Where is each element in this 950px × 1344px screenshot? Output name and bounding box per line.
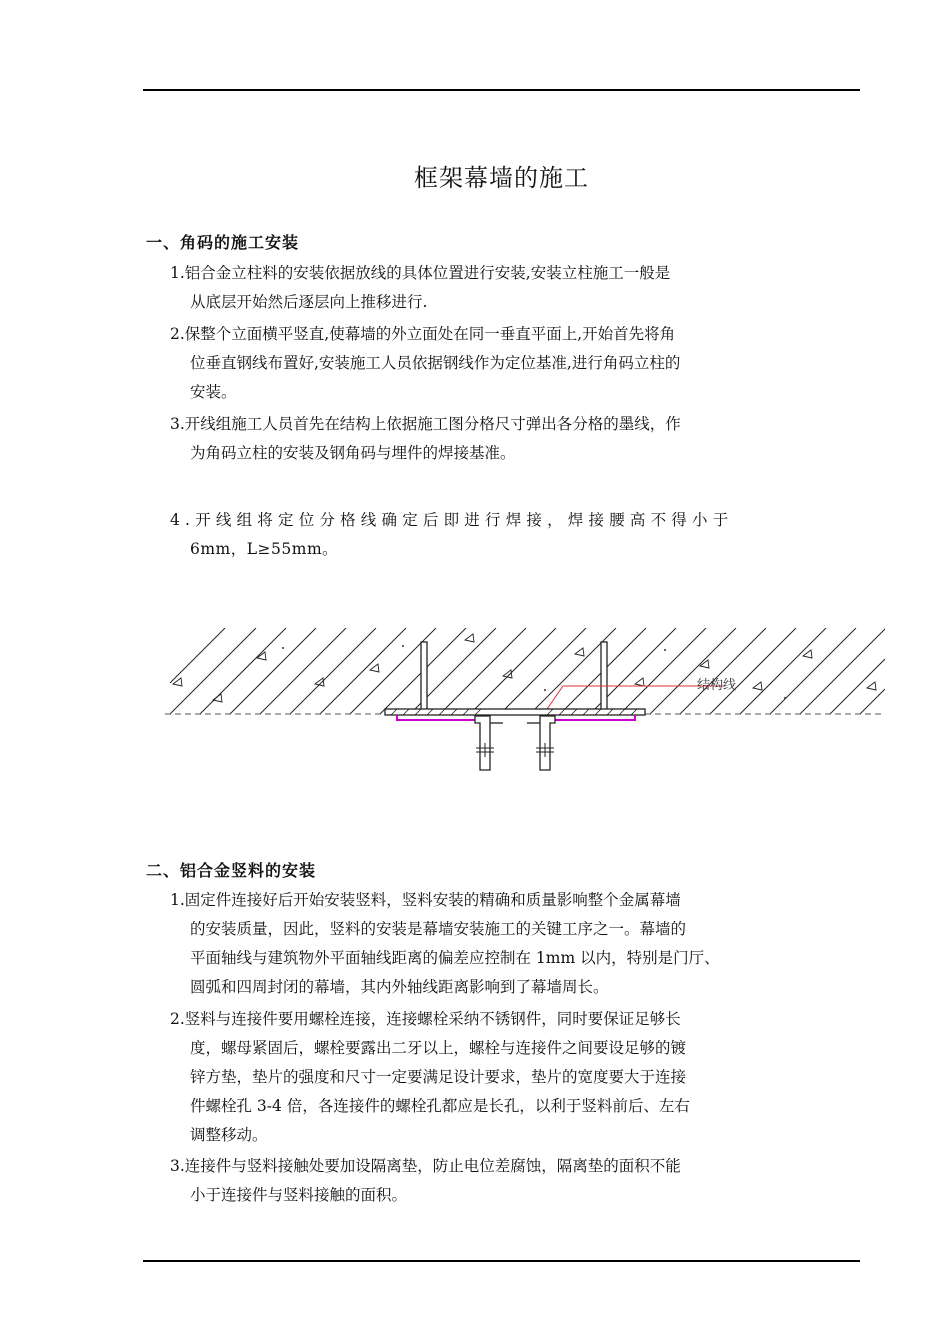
concrete-hatch	[170, 628, 885, 714]
header-rule	[143, 89, 860, 91]
text-line: 从底层开始然后逐层向上推移进行.	[190, 293, 428, 311]
anchor-bars	[421, 642, 607, 712]
text-line: 锌方垫，垫片的强度和尺寸一定要满足设计要求，垫片的宽度要大于连接	[190, 1068, 687, 1086]
text-line: 小于连接件与竖料接触的面积。	[190, 1186, 408, 1204]
text-line: 圆弧和四周封闭的幕墙，其内外轴线距离影响到了幕墙周长。	[190, 978, 609, 996]
text-line: 件螺栓孔 3-4 倍，各连接件的螺栓孔都应是长孔，以利于竖料前后、左右	[190, 1097, 690, 1115]
section1-item-4	[170, 506, 860, 564]
text-line: 安装。	[190, 383, 237, 401]
section2-item-1	[170, 886, 860, 1002]
text-line: 平面轴线与建筑物外平面轴线距离的偏差应控制在 1mm 以内，特别是门厅、	[190, 949, 720, 967]
weld-seams	[397, 715, 635, 720]
text-line: 度，螺母紧固后，螺栓要露出二牙以上，螺栓与连接件之间要设足够的镀	[190, 1039, 687, 1057]
structure-line-label: 结构线	[697, 678, 737, 693]
text-line: 调整移动。	[190, 1126, 268, 1144]
text-line: 4.开线组将定位分格线确定后即进行焊接，焊接腰高不得小于	[170, 511, 734, 529]
text-line: 的安装质量，因此，竖料的安装是幕墙安装施工的关键工序之一。幕墙的	[190, 920, 687, 938]
section2-item-3	[170, 1152, 860, 1210]
text-line: 2.竖料与连接件要用螺栓连接，连接螺栓采纳不锈钢件，同时要保证足够长	[170, 1010, 681, 1028]
section-heading-2: 二、铝合金竖料的安装	[146, 861, 317, 880]
text-line: 6mm，L≥55mm。	[190, 540, 339, 558]
anchor-weld-diagram	[165, 628, 885, 778]
text-line: 1.铝合金立柱料的安装依据放线的具体位置进行安装,安装立柱施工一般是	[170, 264, 671, 282]
text-line: 3.连接件与竖料接触处要加设隔离垫，防止电位差腐蚀，隔离垫的面积不能	[170, 1157, 681, 1175]
page-title: 框架幕墙的施工	[414, 164, 589, 192]
section-heading-1: 一、角码的施工安装	[146, 233, 300, 252]
text-line: 2.保整个立面横平竖直,使幕墙的外立面处在同一垂直平面上,开始首先将角	[170, 325, 676, 343]
section2-item-2	[170, 1005, 860, 1150]
section1-item-3	[170, 410, 860, 468]
embed-plate	[385, 709, 645, 715]
text-line: 位垂直钢线布置好,安装施工人员依据钢线作为定位基准,进行角码立柱的	[190, 354, 681, 372]
steel-angle-brackets	[475, 716, 555, 770]
section1-item-1	[170, 259, 860, 317]
footer-rule	[143, 1260, 860, 1262]
section1-item-2	[170, 320, 860, 407]
text-line: 为角码立柱的安装及钢角码与埋件的焊接基准。	[190, 444, 516, 462]
text-line: 3.开线组施工人员首先在结构上依据施工图分格尺寸弹出各分格的墨线，作	[170, 415, 681, 433]
text-line: 1.固定件连接好后开始安装竖料，竖料安装的精确和质量影响整个金属幕墙	[170, 891, 681, 909]
